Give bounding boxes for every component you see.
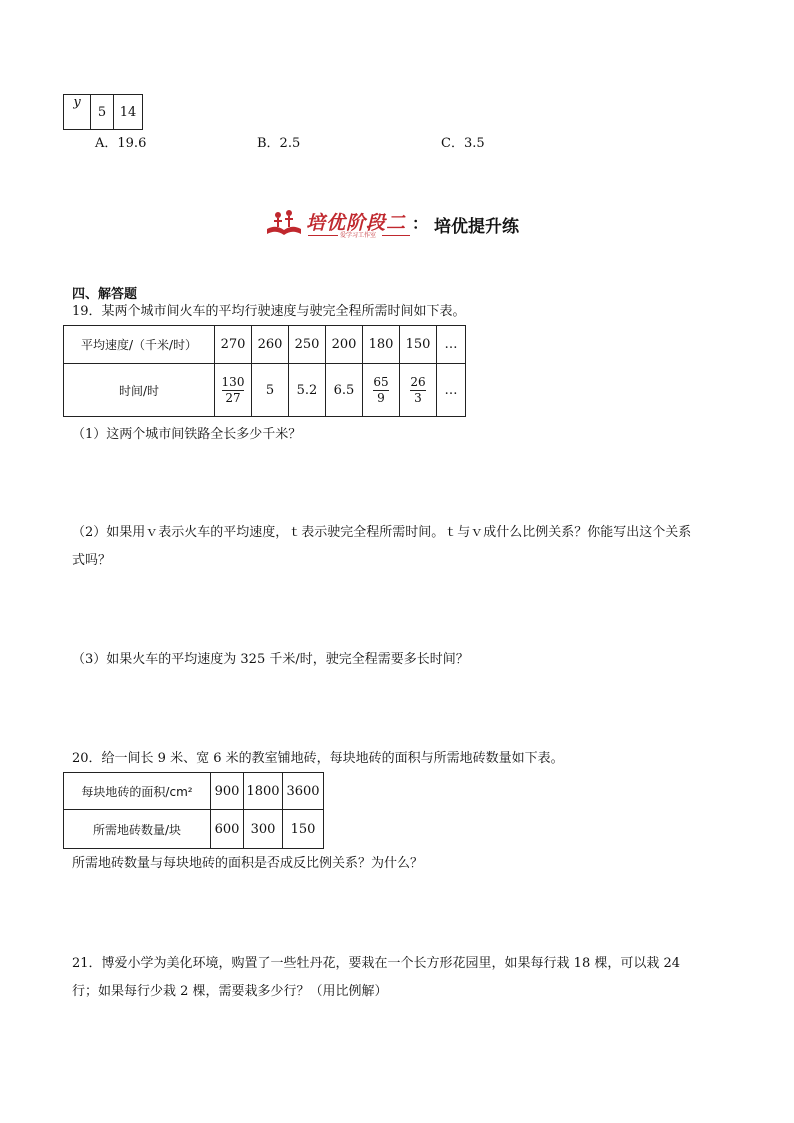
q20-area-cell: 900: [211, 773, 244, 810]
q19-table: [63, 325, 466, 417]
q19-time-cell: 5.2: [289, 364, 326, 417]
banner: [264, 205, 544, 245]
q19-speed-cell: 250: [289, 326, 326, 364]
table-row: [64, 326, 466, 364]
banner-divider: [382, 235, 410, 236]
fraction: [410, 375, 425, 406]
banner-divider: [308, 235, 338, 236]
q21-line1: 21．博爱小学为美化环境，购置了一些牡丹花，要栽在一个长方形花园里，如果每行栽 18 棵，可以栽 24: [72, 956, 681, 971]
q19-row1-header: 平均速度/（千米/时）: [64, 326, 215, 364]
fraction-denominator: 9: [377, 390, 385, 405]
q20-row1-header: 每块地砖的面积/cm²: [64, 773, 211, 810]
q19-sub1: （1）这两个城市间铁路全长多少千米？: [72, 427, 302, 442]
q19-speed-cell: 150: [400, 326, 437, 364]
q19-speed-cell: 260: [252, 326, 289, 364]
option-a: A．19.6: [95, 136, 147, 151]
option-b: B．2.5: [257, 136, 301, 151]
banner-colon: ：: [412, 214, 429, 233]
q19-time-cell: 6.5: [326, 364, 363, 417]
q21-line2: 行；如果每行少栽 2 棵，需要栽多少行？（用比例解）: [72, 984, 388, 999]
q20-table: [63, 772, 324, 849]
top-table-cell: 5: [91, 95, 114, 130]
fraction: [373, 375, 388, 406]
q20-row2-header: 所需地砖数量/块: [64, 810, 211, 849]
book-logo-icon: [264, 207, 304, 239]
q19-speed-cell: …: [437, 326, 466, 364]
q19-stem: 19．某两个城市间火车的平均行驶速度与驶完全程所需时间如下表。: [72, 304, 466, 319]
q19-time-cell: …: [437, 364, 466, 417]
fraction: [222, 375, 245, 406]
option-c: C．3.5: [441, 136, 485, 151]
q19-time-cell: [363, 364, 400, 417]
q20-area-cell: 3600: [283, 773, 324, 810]
banner-subtitle: 培优提升练: [434, 217, 519, 237]
table-row: [64, 810, 324, 849]
q20-area-cell: 1800: [244, 773, 283, 810]
top-table-cell: 14: [114, 95, 143, 130]
q19-speed-cell: 180: [363, 326, 400, 364]
q19-time-cell: [215, 364, 252, 417]
fraction-numerator: 130: [221, 374, 245, 389]
fraction-denominator: 3: [414, 390, 422, 405]
banner-title: 培优阶段二: [306, 212, 407, 234]
q19-sub2-line2: 式吗？: [72, 553, 112, 568]
fraction-denominator: 27: [225, 390, 241, 405]
q20-question: 所需地砖数量与每块地砖的面积是否成反比例关系？为什么？: [72, 856, 424, 871]
q20-count-cell: 150: [283, 810, 324, 849]
section-title: 四、解答题: [72, 287, 138, 302]
table-row: [64, 773, 324, 810]
top-table-cell: y: [64, 95, 91, 130]
q19-time-cell: [400, 364, 437, 417]
q19-time-cell: 5: [252, 364, 289, 417]
banner-logo-caption: 爱学习工作室: [340, 232, 377, 239]
q20-count-cell: 300: [244, 810, 283, 849]
q20-count-cell: 600: [211, 810, 244, 849]
q19-sub3: （3）如果火车的平均速度为 325 千米/时，驶完全程需要多长时间？: [72, 652, 469, 667]
q19-sub2-line1: （2）如果用ｖ表示火车的平均速度，ｔ表示驶完全程所需时间。ｔ与ｖ成什么比例关系？你能写出这个关系: [72, 525, 692, 540]
table-row: [64, 364, 466, 417]
fraction-numerator: 26: [410, 374, 426, 389]
q19-row2-header: 时间/时: [64, 364, 215, 417]
q19-speed-cell: 200: [326, 326, 363, 364]
fraction-numerator: 65: [373, 374, 389, 389]
top-table: [63, 94, 143, 130]
q20-stem: 20．给一间长 9 米、宽 6 米的教室铺地砖，每块地砖的面积与所需地砖数量如下表。: [72, 751, 564, 766]
q19-speed-cell: 270: [215, 326, 252, 364]
